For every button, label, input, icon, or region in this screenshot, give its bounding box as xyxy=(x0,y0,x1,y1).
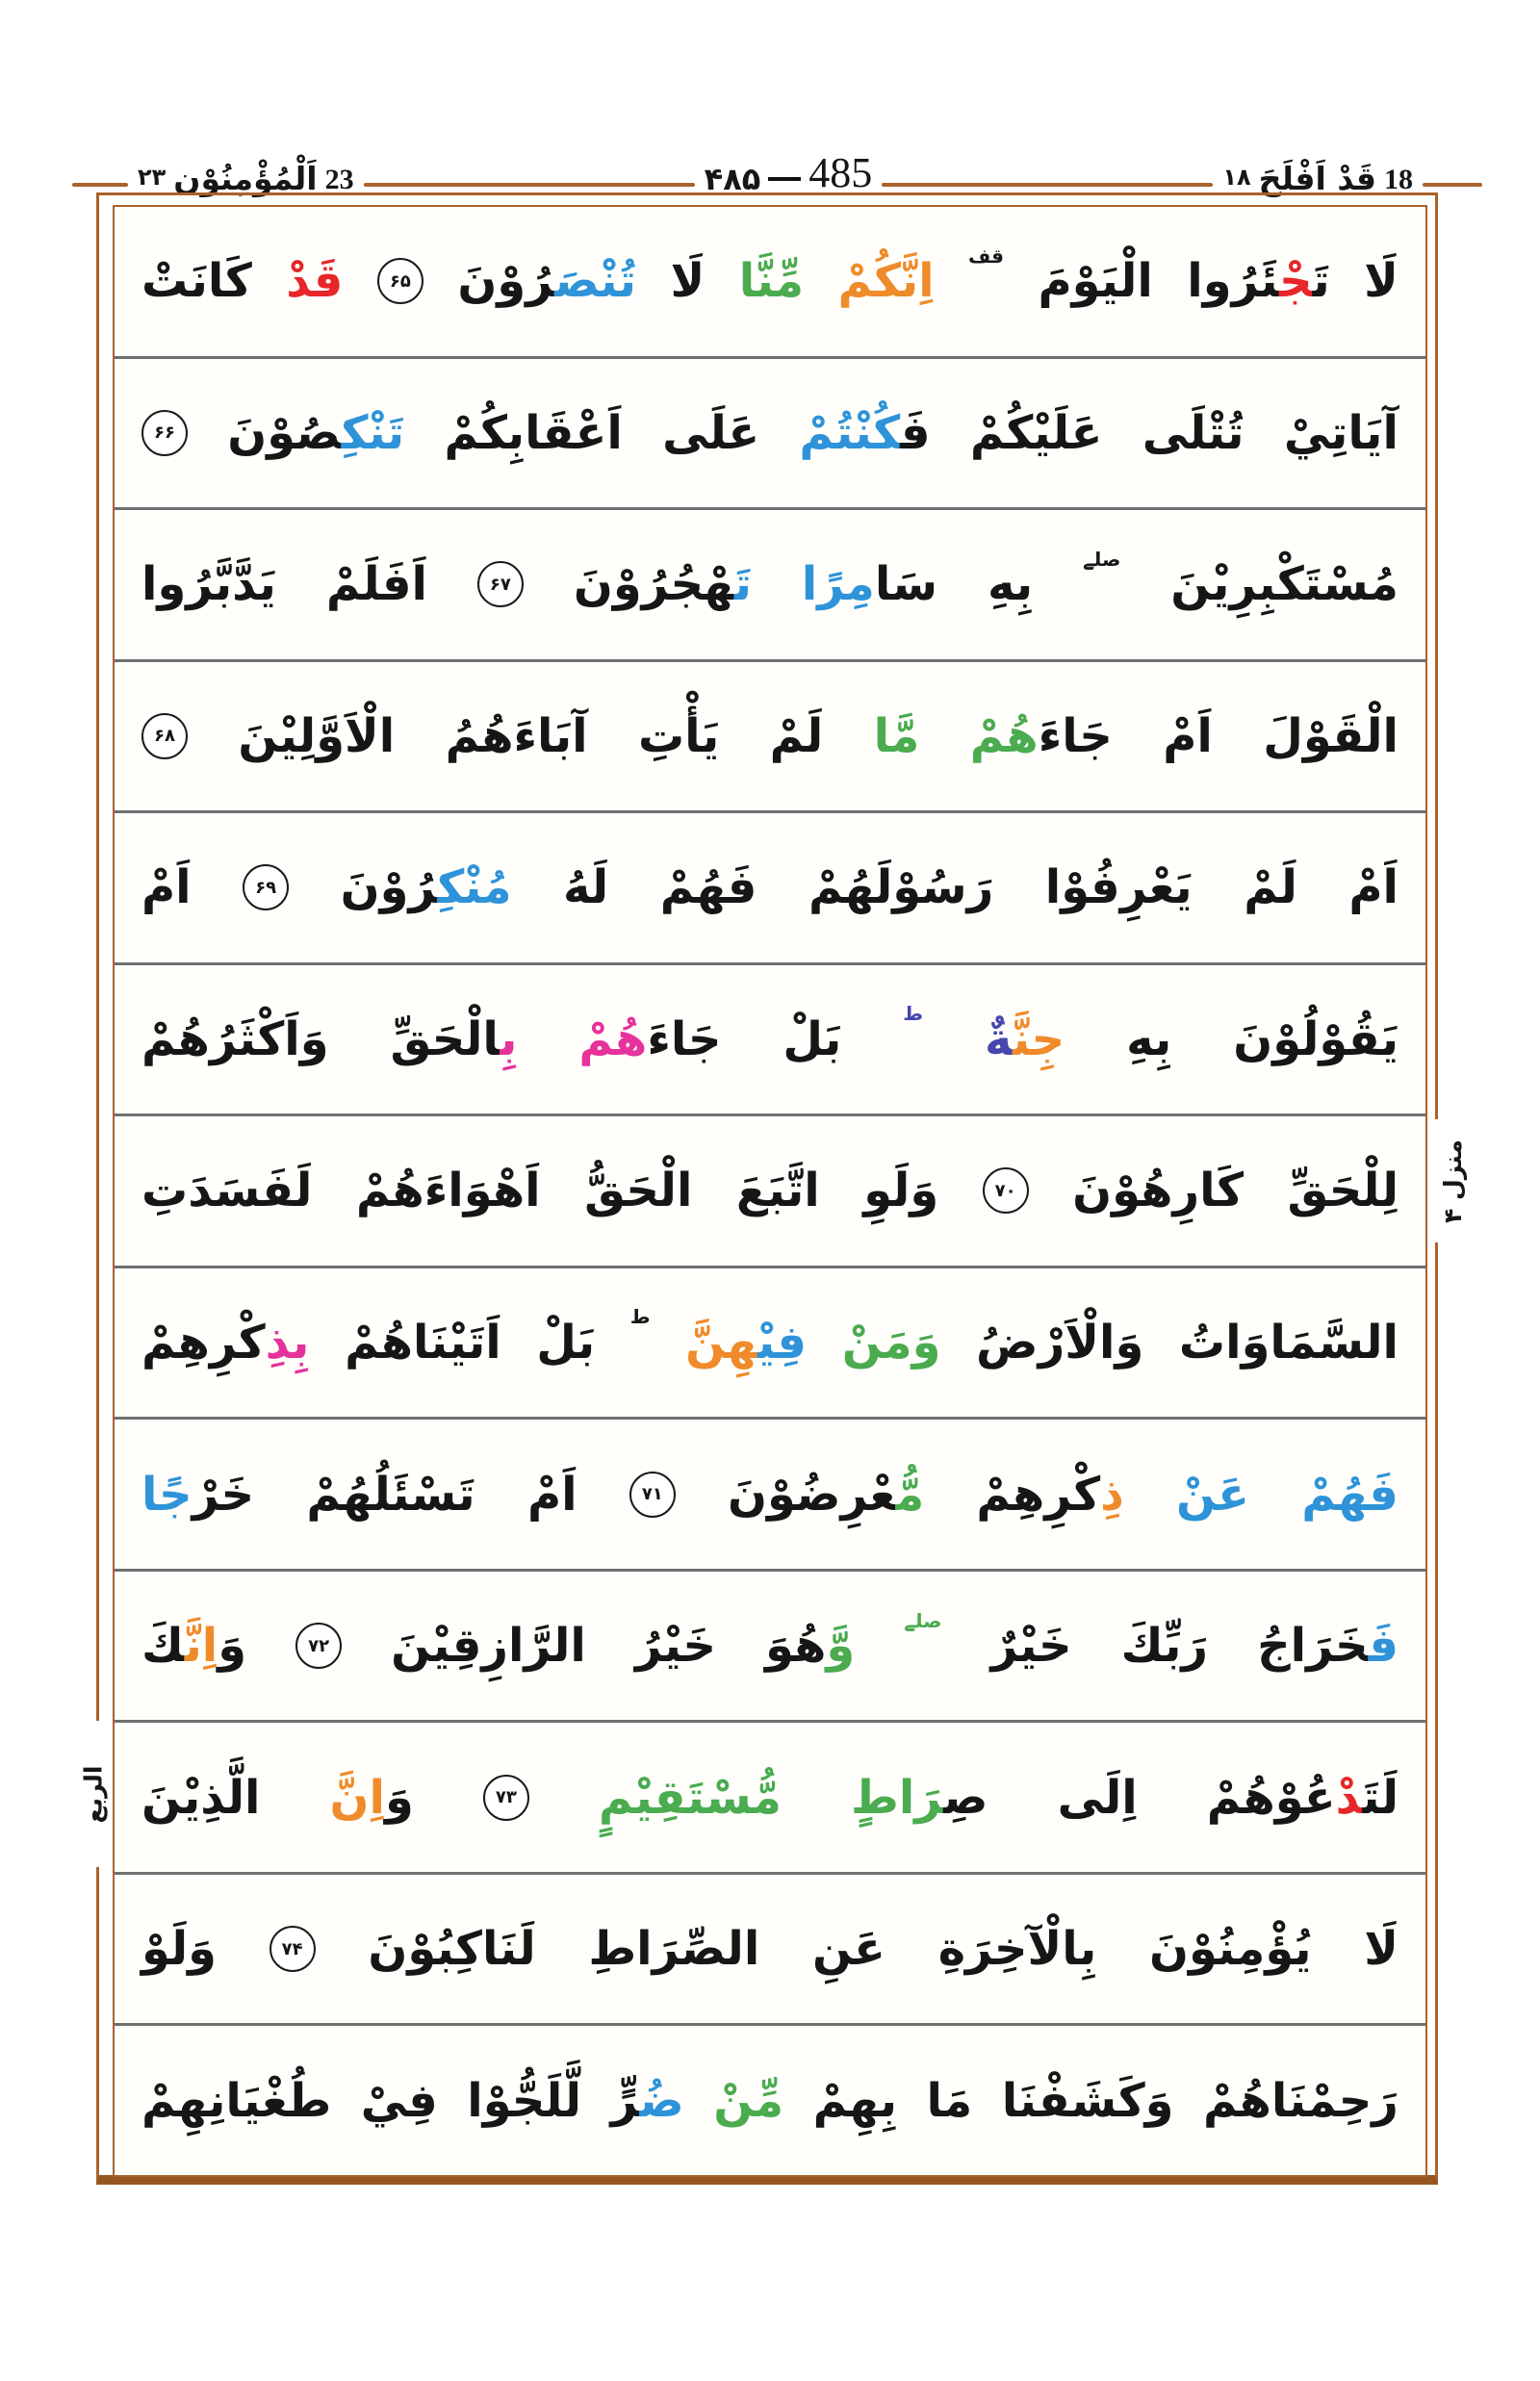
quran-word xyxy=(728,1466,924,1523)
verse-number-circle: ۶۷ xyxy=(477,561,524,607)
quran-word xyxy=(527,1466,578,1523)
tajweed-segment: سَا xyxy=(874,557,938,612)
header-rule xyxy=(882,183,1213,187)
surah-title-left xyxy=(128,160,364,197)
tajweed-segment: وَلَوِ xyxy=(863,1164,939,1218)
tajweed-segment: هِنَّ xyxy=(685,1315,758,1370)
tajweed-segment: اَمْ xyxy=(526,1467,578,1522)
tajweed-segment: هُمْ xyxy=(969,708,1039,763)
quran-word xyxy=(685,1314,807,1371)
tajweed-segment: تَنْكِ xyxy=(341,405,405,460)
tajweed-segment: يُؤْمِنُوْنَ xyxy=(1148,1922,1312,1977)
quran-word xyxy=(141,1162,312,1219)
page-header xyxy=(72,141,1482,197)
tajweed-segment: اَعْقَابِكُمْ xyxy=(444,405,623,460)
quran-word xyxy=(1284,404,1399,462)
tajweed-segment: فَ xyxy=(1368,1619,1399,1674)
tajweed-segment: صُوْنَ xyxy=(227,405,342,460)
surah-name: اَلْمُؤْمِنُوْن xyxy=(173,160,318,197)
quran-line-10 xyxy=(115,1572,1425,1724)
quran-word xyxy=(1179,1314,1399,1371)
tajweed-segment: تُنْصَ xyxy=(554,254,636,309)
tajweed-segment: رَاطٍ xyxy=(851,1770,944,1825)
tajweed-segment: صِ xyxy=(943,1770,988,1825)
quran-word xyxy=(599,1769,782,1827)
quran-text-lines xyxy=(113,205,1427,2177)
tajweed-segment: تُتْلَى xyxy=(1142,405,1245,460)
tajweed-segment: لَنَاكِبُوْنَ xyxy=(368,1922,536,1977)
tajweed-segment: صلے xyxy=(1083,547,1121,571)
quran-word xyxy=(391,1011,518,1068)
tajweed-segment: بِهِ xyxy=(987,557,1034,612)
quran-word xyxy=(736,1162,820,1219)
quran-word xyxy=(306,1466,475,1523)
verse-number-circle: ۷۴ xyxy=(270,1926,316,1972)
quran-word xyxy=(1038,252,1152,310)
verse-number-circle: ۷۱ xyxy=(629,1472,676,1518)
tajweed-segment: مِرًا xyxy=(801,557,875,612)
tajweed-segment: جَاءَ xyxy=(1038,708,1113,763)
tajweed-segment: بِ xyxy=(500,1011,518,1066)
quran-word xyxy=(330,1769,414,1827)
quran-word xyxy=(770,707,824,765)
quran-word xyxy=(838,252,935,310)
quran-word xyxy=(141,252,252,310)
quran-word xyxy=(988,555,1033,613)
tajweed-segment: فِيْ xyxy=(360,2073,438,2128)
quran-word xyxy=(1072,1162,1244,1219)
quran-word xyxy=(1287,1162,1398,1219)
tajweed-segment: قف xyxy=(968,243,1004,268)
quran-word xyxy=(1263,707,1399,765)
quran-word xyxy=(361,2072,438,2130)
tajweed-segment: مُنْكِ xyxy=(437,860,512,915)
quran-word xyxy=(1301,1466,1399,1523)
quran-word xyxy=(1203,2072,1399,2130)
tajweed-segment: آيَاتِيْ xyxy=(1283,405,1399,460)
quran-word xyxy=(356,1162,541,1219)
tajweed-segment: بِهِ xyxy=(1126,1011,1172,1066)
tajweed-segment: وَمَنْ xyxy=(841,1315,941,1370)
quran-word xyxy=(863,1162,938,1219)
quran-word xyxy=(141,1314,309,1371)
tajweed-segment: يَقُوْلُوْنَ xyxy=(1233,1011,1399,1066)
quran-word xyxy=(808,858,993,916)
tajweed-segment: لَفَسَدَتِ xyxy=(141,1164,313,1218)
quran-word xyxy=(976,1314,1143,1371)
quran-word xyxy=(141,1920,217,1978)
tajweed-segment: مُّ xyxy=(895,1467,925,1522)
tajweed-segment: عَنْ xyxy=(1175,1467,1249,1522)
tajweed-segment: لَا xyxy=(1364,1922,1399,1977)
tajweed-segment: رَحِمْنَاهُمْ xyxy=(1202,2073,1399,2128)
tajweed-segment: لَا xyxy=(1364,254,1399,309)
quran-word xyxy=(446,707,588,765)
tajweed-segment: بَلْ xyxy=(783,1011,842,1066)
tajweed-segment: الصِّرَاطِ xyxy=(588,1922,760,1977)
quran-word xyxy=(611,2072,684,2130)
tajweed-segment: ذِ xyxy=(1100,1467,1124,1522)
verse-number-circle: ۶۶ xyxy=(141,410,188,456)
quran-word xyxy=(141,858,192,916)
quran-word xyxy=(1149,1920,1312,1978)
quran-word xyxy=(238,707,395,765)
quran-line-1 xyxy=(115,207,1425,359)
header-divider xyxy=(768,177,801,181)
tajweed-segment: جِنَّ xyxy=(1013,1011,1065,1066)
tajweed-segment: مُسْتَكْبِرِيْنَ xyxy=(1170,557,1399,612)
tajweed-segment: كَ xyxy=(141,1619,185,1674)
tajweed-segment: مَا xyxy=(926,2073,973,2128)
quran-word xyxy=(1244,858,1297,916)
tajweed-segment: لَّلَجُّوْا xyxy=(467,2073,582,2128)
quran-word xyxy=(141,1769,260,1827)
tajweed-segment: رٍّ xyxy=(610,2073,640,2128)
tajweed-segment: خَرَاجُ xyxy=(1257,1619,1369,1674)
tajweed-segment: اِنَّ xyxy=(329,1770,385,1825)
quran-line-4 xyxy=(115,662,1425,814)
quran-word xyxy=(874,707,920,765)
tajweed-segment: عَلَيْكُمْ xyxy=(969,405,1103,460)
tajweed-segment: عَنِ xyxy=(811,1922,886,1977)
quran-word xyxy=(341,858,512,916)
tajweed-segment: مِّنَّا xyxy=(738,254,805,309)
tajweed-segment: بِذِ xyxy=(265,1315,310,1370)
quran-word xyxy=(588,1920,759,1978)
quran-word xyxy=(1364,1920,1399,1978)
quran-word xyxy=(141,555,276,613)
tajweed-segment: اَمْ xyxy=(141,860,192,915)
tajweed-segment: بَلْ xyxy=(536,1315,596,1370)
tajweed-segment: يَدَّبَّرُوا xyxy=(141,557,276,612)
tajweed-segment: مِّنْ xyxy=(713,2073,784,2128)
verse-number-circle: ۶۸ xyxy=(141,713,188,759)
tajweed-segment: اَمْ xyxy=(1348,860,1399,915)
quran-word xyxy=(444,404,622,462)
verse-number-circle: ۶۵ xyxy=(377,258,424,304)
manzil-label-text: منزل ۴ xyxy=(1438,1139,1467,1223)
verse-number-circle: ۷۳ xyxy=(483,1775,529,1821)
quran-line-3 xyxy=(115,510,1425,662)
rub-margin-label xyxy=(75,1721,112,1867)
tajweed-segment: اِنَّكُمْ xyxy=(837,254,935,309)
tajweed-segment: وَاَكْثَرُهُمْ xyxy=(141,1011,329,1066)
quran-word xyxy=(1187,252,1329,310)
tajweed-segment: رُوْنَ xyxy=(457,254,555,309)
tajweed-segment: فَ xyxy=(900,405,931,460)
tajweed-segment: الْحَقُّ xyxy=(584,1164,693,1218)
tajweed-segment: وَ xyxy=(384,1770,414,1825)
tajweed-segment: بِالْآخِرَةِ xyxy=(937,1922,1097,1977)
tajweed-segment: بِهِمْ xyxy=(812,2073,897,2128)
tajweed-segment: هُوَ xyxy=(764,1619,827,1674)
tajweed-segment: لَمْ xyxy=(769,708,824,763)
tajweed-segment: كَانَتْ xyxy=(141,254,252,309)
tajweed-segment: لَتَ xyxy=(1362,1770,1399,1825)
page-number-group xyxy=(695,149,883,197)
header-rule xyxy=(1423,183,1482,187)
tajweed-segment: طُغْيَانِهِمْ xyxy=(141,2073,332,2128)
quran-line-7 xyxy=(115,1116,1425,1268)
tajweed-segment: وَّ xyxy=(826,1619,856,1674)
tajweed-segment: جًا xyxy=(141,1467,192,1522)
verse-number-circle: ۷۰ xyxy=(983,1167,1029,1214)
tajweed-segment: كَارِهُوْنَ xyxy=(1072,1164,1245,1218)
quran-word xyxy=(391,1617,586,1675)
quran-word xyxy=(536,1314,595,1371)
quran-line-5 xyxy=(115,813,1425,965)
tajweed-segment: اِنَّ xyxy=(184,1619,218,1674)
pause-mark xyxy=(968,244,1004,269)
page-number-latin: 485 xyxy=(808,149,873,196)
quran-word xyxy=(842,1314,941,1371)
tajweed-segment: يَعْرِفُوْا xyxy=(1044,860,1193,915)
tajweed-segment: ئَرُوا xyxy=(1187,254,1280,309)
quran-word xyxy=(1176,1466,1249,1523)
tajweed-segment: لِلْحَقِّ xyxy=(1287,1164,1399,1218)
tajweed-segment: تَ xyxy=(1312,254,1330,309)
quran-word xyxy=(1126,1011,1171,1068)
quran-word xyxy=(1058,1769,1138,1827)
tajweed-segment: عَلَى xyxy=(662,405,760,460)
quran-line-6 xyxy=(115,965,1425,1117)
tajweed-segment: ط xyxy=(903,1002,923,1026)
tajweed-segment: السَّمَاوَاتُ xyxy=(1178,1315,1399,1370)
tajweed-segment: جْ xyxy=(1279,254,1313,309)
quran-word xyxy=(584,1162,692,1219)
manzil-margin-label xyxy=(1430,1119,1475,1242)
tajweed-segment: تَ xyxy=(733,557,752,612)
quran-line-2 xyxy=(115,359,1425,511)
quran-word xyxy=(799,404,930,462)
tajweed-segment: كُنْتُمْ xyxy=(799,405,901,460)
tajweed-segment: قَدْ xyxy=(286,254,344,309)
quran-word xyxy=(141,2072,331,2130)
tajweed-segment: وَلَوْ xyxy=(141,1922,217,1977)
tajweed-segment: وَ xyxy=(218,1619,247,1674)
quran-word xyxy=(926,2072,972,2130)
quran-word xyxy=(991,1617,1072,1675)
tajweed-segment: كْرِهِمْ xyxy=(976,1467,1101,1522)
rub-label-text: الربع xyxy=(79,1765,108,1823)
quran-word xyxy=(985,1011,1065,1068)
tajweed-segment: يَأْتِ xyxy=(637,708,720,763)
tajweed-segment: جَاءَ xyxy=(647,1011,722,1066)
tajweed-segment: اَهْوَاءَهُمْ xyxy=(355,1164,541,1218)
quran-word xyxy=(574,555,752,613)
quran-word xyxy=(851,1769,988,1827)
juz-number-latin: 18 xyxy=(1384,164,1413,195)
quran-word xyxy=(141,1466,254,1523)
quran-word xyxy=(368,1920,535,1978)
tajweed-segment: ط xyxy=(629,1305,651,1329)
tajweed-segment: مَّا xyxy=(873,708,920,763)
quran-word xyxy=(1364,252,1399,310)
quran-word xyxy=(976,1466,1123,1523)
quran-word xyxy=(812,1920,886,1978)
tajweed-segment: اتَّبَعَ xyxy=(735,1164,820,1218)
quran-word xyxy=(286,252,343,310)
tajweed-segment: رَسُوْلَهُمْ xyxy=(808,860,994,915)
quran-word xyxy=(662,404,759,462)
tajweed-segment: لَهُ xyxy=(563,860,609,915)
tajweed-segment: خَيْرٌ xyxy=(990,1619,1072,1674)
pause-mark xyxy=(904,1609,941,1633)
quran-word xyxy=(1002,2072,1174,2130)
quran-word xyxy=(713,2072,783,2130)
header-rule xyxy=(364,183,695,187)
quran-word xyxy=(660,858,757,916)
tajweed-segment: اَتَيْنَاهُمْ xyxy=(345,1315,501,1370)
quran-word xyxy=(783,1011,841,1068)
quran-word xyxy=(1163,707,1213,765)
tajweed-segment: الرَّازِقِيْنَ xyxy=(391,1619,586,1674)
tajweed-segment: الْحَقِّ xyxy=(390,1011,500,1066)
surah-number-urdu: ۲۳ xyxy=(138,164,167,191)
quran-word xyxy=(227,404,404,462)
tajweed-segment: وَكَشَفْنَا xyxy=(1001,2073,1174,2128)
pause-mark xyxy=(903,1002,923,1026)
tajweed-segment: لَا xyxy=(670,254,706,309)
tajweed-segment: رَبِّكَ xyxy=(1120,1619,1208,1674)
quran-word xyxy=(141,1617,246,1675)
quran-word xyxy=(1233,1011,1399,1068)
tajweed-segment: ةٌ xyxy=(984,1011,1014,1066)
juz-title-right xyxy=(1213,160,1423,197)
quran-word xyxy=(938,1920,1097,1978)
tajweed-segment: صلے xyxy=(904,1608,942,1632)
quran-word xyxy=(1207,1769,1399,1827)
verse-number-circle: ۷۲ xyxy=(295,1623,342,1669)
tajweed-segment: الْيَوْمَ xyxy=(1038,254,1153,309)
quran-word xyxy=(467,2072,581,2130)
tajweed-segment: تَسْئَلُهُمْ xyxy=(306,1467,475,1522)
juz-name: قَدْ اَفْلَحَ xyxy=(1258,160,1376,197)
quran-word xyxy=(765,1617,855,1675)
tajweed-segment: فَهُمْ xyxy=(659,860,757,915)
header-rule xyxy=(72,183,128,187)
surah-number-latin: 23 xyxy=(324,164,354,195)
tajweed-segment: دْ xyxy=(1335,1770,1363,1825)
tajweed-segment: كْرِهِمْ xyxy=(141,1315,266,1370)
quran-word xyxy=(1257,1617,1399,1675)
quran-word xyxy=(739,252,804,310)
quran-word xyxy=(1142,404,1245,462)
quran-word xyxy=(1121,1617,1208,1675)
tajweed-segment: مُّسْتَقِيْمٍ xyxy=(598,1770,782,1825)
tajweed-segment: فَهُمْ xyxy=(1301,1467,1399,1522)
quran-word xyxy=(802,555,937,613)
quran-word xyxy=(970,404,1103,462)
tajweed-segment: الْاَوَّلِيْنَ xyxy=(238,708,396,763)
quran-word xyxy=(1045,858,1193,916)
quran-line-8 xyxy=(115,1268,1425,1421)
quran-word xyxy=(578,1011,721,1068)
pause-mark xyxy=(1083,548,1120,572)
tajweed-segment: عُوْهُمْ xyxy=(1206,1770,1336,1825)
quran-word xyxy=(670,252,705,310)
quran-line-12 xyxy=(115,1875,1425,2027)
quran-word xyxy=(813,2072,897,2130)
tajweed-segment: الْقَوْلَ xyxy=(1263,708,1399,763)
quran-word xyxy=(635,1617,716,1675)
page-number-urdu: ۴۸۵ xyxy=(704,161,761,197)
quran-line-11 xyxy=(115,1723,1425,1875)
tajweed-segment: اَفَلَمْ xyxy=(325,557,427,612)
tajweed-segment: اَمْ xyxy=(1163,708,1213,763)
tajweed-segment: آبَاءَهُمُ xyxy=(445,708,588,763)
quran-word xyxy=(141,1011,329,1068)
verse-number-circle: ۶۹ xyxy=(243,864,289,910)
tajweed-segment: خَيْرُ xyxy=(634,1619,716,1674)
tajweed-segment: عْرِضُوْنَ xyxy=(728,1467,896,1522)
quran-word xyxy=(1348,858,1399,916)
quran-word xyxy=(970,707,1113,765)
tajweed-segment: ضُ xyxy=(639,2073,684,2128)
juz-number-urdu: ۱۸ xyxy=(1222,164,1251,191)
tajweed-segment: هْجُرُوْنَ xyxy=(573,557,734,612)
tajweed-segment: رُوْنَ xyxy=(340,860,438,915)
tajweed-segment: فِيْ xyxy=(757,1315,808,1370)
quran-word xyxy=(345,1314,501,1371)
quran-word xyxy=(638,707,719,765)
tajweed-segment: لَمْ xyxy=(1244,860,1297,915)
quran-word xyxy=(457,252,636,310)
quran-line-13 xyxy=(115,2026,1425,2175)
quran-word xyxy=(1170,555,1399,613)
tajweed-segment: وَالْاَرْضُ xyxy=(976,1315,1144,1370)
tajweed-segment: هُمْ xyxy=(578,1011,648,1066)
tajweed-segment: خَرْ xyxy=(192,1467,255,1522)
quran-word xyxy=(563,858,608,916)
quran-word xyxy=(326,555,427,613)
pause-mark xyxy=(630,1305,651,1329)
tajweed-segment: اِلَى xyxy=(1057,1770,1138,1825)
tajweed-segment: الَّذِيْنَ xyxy=(141,1770,261,1825)
quran-line-9 xyxy=(115,1420,1425,1572)
